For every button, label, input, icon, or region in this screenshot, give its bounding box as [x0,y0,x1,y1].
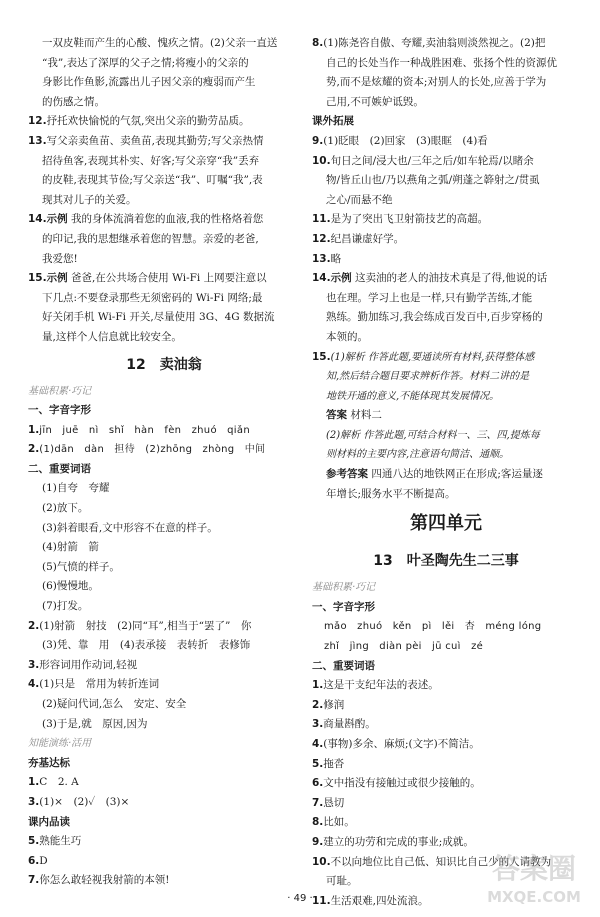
answer-line [312,93,580,113]
answer-line [312,794,580,814]
section-tag [312,578,580,598]
answer-line [312,755,580,775]
answer-line [312,637,580,657]
pinyin-text: mǎo zhuó kěn pì lěi 杏 méng lóng [324,621,542,633]
item-number: 15. [312,350,331,363]
item-number: 7. [28,874,40,887]
answer-text: 好关闭手机 Wi-Fi 开关,尽量使用 3G、4G 数据流 [42,311,275,324]
answer-text: (7)打发。 [42,600,89,613]
answer-line [28,577,300,597]
answer-text: 文中指没有接触过或很少接触的。 [323,777,481,790]
answer-line [28,191,300,211]
answer-text: 材料二 [347,409,382,422]
answer-text: 你怎么敢轻视我射箭的本领! [39,874,170,887]
answer-line [28,793,300,813]
answer-text: (2)放下。 [42,502,89,515]
answer-line [312,308,580,328]
answer-text: 拖沓 [323,757,345,770]
answer-text: (1)× (2)✓ (3)× [39,795,130,808]
answer-line [28,832,300,852]
item-number: 13. [28,134,47,147]
answer-line [312,715,580,735]
answer-text: 我爱您! [42,252,78,265]
answer-line [28,695,300,715]
answer-line [28,538,300,558]
answer-label: 参考答案 [326,468,368,481]
answer-text: (1)眨眼 (2)回家 (3)眼眶 (4)看 [323,134,488,147]
answer-text: 略 [330,252,342,265]
item-number: 1. [28,423,40,436]
answer-label: 示例 [46,272,68,285]
answer-text: 自己的长处当作一种战胜困难、张扬个性的资源优 [326,56,557,69]
answer-text: 修润 [323,698,345,711]
section-tag [28,382,300,402]
answer-line [28,773,300,793]
answer-text: 可耻。 [326,875,358,888]
answer-text: 旬日之间/浸大也/三年之后/如车轮焉/以睹余 [330,154,534,167]
item-number: 3. [28,795,40,808]
section-tag [28,734,300,754]
item-number: 5. [28,835,40,848]
answer-line [28,715,300,735]
answer-text: (1)自夸 夸耀 [42,482,110,495]
answer-line [28,871,300,891]
answer-line [28,250,300,270]
answer-line [312,465,580,485]
lesson-title: 12 卖油翁 [126,356,202,373]
answer-text: 物/皆丘山也/乃以燕角之弧/朔蓬之簳射之/贯虱 [326,174,540,187]
section-heading: 一、字音字形 [28,404,91,417]
answer-line [28,328,300,348]
answer-line [28,597,300,617]
answer-line [312,132,580,152]
section-heading: 一、字音字形 [312,600,375,613]
answer-line [312,34,580,54]
page-number: · 49 · [287,893,313,904]
answer-line [28,852,300,872]
answer-line [28,289,300,309]
answer-text: (3)于是,就 原因,因为 [42,717,148,730]
answer-text: 年增长;服务水平不断提高。 [326,487,456,500]
answer-text: 量,这样个人信息就比较安全。 [42,330,182,343]
answer-line [28,519,300,539]
answer-line [312,445,580,465]
watermark-line1: 答案圈 [491,852,577,885]
answer-text: (2)疑问代词,怎么 安定、安全 [42,698,187,710]
answer-line [312,426,580,446]
answer-text: 现其对儿子的关爱。 [42,193,137,206]
answer-text: “我”,表达了深厚的父子之情;将瘦小的父亲的 [42,56,249,69]
answer-line [28,636,300,656]
answer-line [312,289,580,309]
answer-line [312,73,580,93]
answer-line [312,367,580,387]
item-number: 14. [312,272,331,285]
item-number: 9. [312,134,324,147]
answer-text: 比如。 [323,816,355,829]
answer-line [28,34,300,54]
answer-text: (6)慢慢地。 [42,580,99,593]
right-column [312,34,580,911]
answer-text: (5)气愤的样子。 [42,560,120,573]
item-number: 1. [312,679,324,692]
watermark-line2: MXQE.COM [487,888,581,906]
answer-text: 的伤感之情。 [42,95,105,108]
answer-text: 之心/而悬不绝 [326,193,393,206]
section-tag-text: 知能演练·活用 [28,738,92,750]
answer-text: 生活艰难,四处流浪。 [330,894,429,907]
item-number: 12. [312,232,331,245]
answer-text: 知,然后结合题目要求辨析作答。材料二讲的是 [326,371,530,383]
answer-line [28,269,300,289]
item-number: 3. [28,658,40,671]
answer-text: 纪昌谦虚好学。 [330,232,405,245]
answer-text: (2)解析 作答此题,可结合材料一、三、四,提炼每 [326,429,540,441]
answer-line [312,230,580,250]
answer-text: (1)射箭 射技 (2)同“耳”,相当于“罢了” 你 [39,619,252,632]
answer-text: 恳切 [323,796,345,809]
answer-line [312,210,580,230]
answer-line [28,479,300,499]
answer-line [28,440,300,460]
item-number: 6. [28,854,40,867]
answer-text: D [39,854,48,867]
answer-line [312,735,580,755]
answer-text: (1)陈尧咨自傲、夸耀,卖油翁则淡然视之。(2)把 [323,37,546,49]
watermark-logo [478,846,590,908]
answer-text: 己用,不可嫉妒诋毁。 [326,95,424,108]
lesson-title: 13 叶圣陶先生二三事 [373,553,519,570]
answer-line [312,250,580,270]
answer-text: 不以向地位比自己低、知识比自己少的人请教为 [330,855,552,868]
answer-text: C 2. A [39,776,79,789]
answer-text: (1)解析 作答此题,要通读所有材料,获得整体感 [330,351,535,363]
answer-line [28,230,300,250]
item-number: 11. [312,894,331,907]
answer-text: 的皮鞋,表现其节俭;写父亲送“我”、叮嘱“我”,表 [42,174,263,187]
item-number: 4. [28,678,40,691]
answer-text: 这卖油的老人的油技术真是了得,他说的话 [351,272,548,285]
answer-text: (3)斜着眼看,文中形容不在意的样子。 [42,521,218,534]
answer-line [312,617,580,637]
answer-line [28,171,300,191]
item-number: 14. [28,213,47,226]
answer-text: 这是干支纪年法的表述。 [323,679,439,692]
answer-label: 答案 [326,409,347,422]
answer-line [312,54,580,74]
item-number: 11. [312,213,331,226]
pinyin-text: jīn juē nì shǐ hàn fèn zhuó qiǎn [39,424,250,436]
item-number: 3. [312,718,324,731]
answer-label: 示例 [46,213,68,226]
answer-line [312,485,580,505]
item-number: 12. [28,115,47,128]
pinyin-text: zhǐ jìng diàn pèi jū cuì zé [324,641,484,653]
answer-line [28,558,300,578]
left-column [28,34,300,891]
answer-text: 四通八达的地铁网正在形成;客运量逐 [368,468,543,481]
answer-line [28,93,300,113]
answer-line [28,112,300,132]
answer-line [28,73,300,93]
section-tag-text: 基础积累·巧记 [28,385,92,397]
answer-text: (4)射箭 箭 [42,541,99,554]
answer-line [312,269,580,289]
answer-text: 一双皮鞋而产生的心酸、愧疚之情。(2)父亲一直送 [42,37,278,49]
answer-line [312,774,580,794]
item-number: 2. [312,698,324,711]
answer-text: (1)只是 常用为转折连词 [39,678,160,691]
answer-line [28,210,300,230]
unit-title: 第四单元 [410,513,482,535]
answer-text: 是为了突出飞卫射箭技艺的高超。 [330,213,489,226]
item-number: 1. [28,776,40,789]
answer-text: 商量斟酌。 [323,718,376,731]
item-number: 2. [28,443,40,456]
answer-line [312,813,580,833]
answer-line [28,617,300,637]
item-number: 7. [312,796,324,809]
answer-text: 则材料的主要内容,注意语句简洁、通顺。 [326,449,510,461]
answer-text: 招待鱼客,表现其朴实、好客;写父亲穿“我”丢弃 [42,154,260,167]
answer-line [28,656,300,676]
answer-line [28,54,300,74]
answer-line [28,675,300,695]
answer-line [312,328,580,348]
answer-text: 熟练。勤加练习,我会练成百发百中,百步穿杨的 [326,311,543,324]
item-number: 6. [312,777,324,790]
answer-line [28,132,300,152]
item-number: 4. [312,738,324,750]
answer-line [312,171,580,191]
item-number: 8. [312,37,324,49]
section-heading: 二、重要词语 [28,462,91,475]
answer-text: 我的身体流淌着您的血液,我的性格烙着您 [67,213,264,226]
item-number: 10. [312,154,331,167]
section-heading: 课外拓展 [312,115,354,128]
answer-text: 熟能生巧 [39,835,82,848]
section-heading: 课内品读 [28,815,70,828]
answer-text: 写父亲卖鱼苗、卖鱼苗,表现其勤劳;写父亲热情 [46,134,264,147]
item-number: 10. [312,855,331,868]
answer-text: 也在理。学习上也是一样,只有勤学苦练,才能 [326,291,533,304]
answer-text: 抒托欢快愉悦的气氛,突出父亲的勤劳品质。 [46,115,250,128]
answer-line [312,387,580,407]
answer-line [28,499,300,519]
answer-label: 示例 [330,272,352,285]
section-tag-text: 基础积累·巧记 [312,582,376,594]
answer-line [28,421,300,441]
item-number: 2. [28,619,40,632]
answer-text: (3)凭、靠 用 (4)表承接 表转折 表修饰 [42,639,251,652]
answer-line [312,696,580,716]
answer-text: 爸爸,在公共场合使用 Wi-Fi 上网要注意以 [67,272,267,285]
item-number: 15. [28,272,47,285]
section-heading: 夯基达标 [28,756,70,769]
answer-line [312,191,580,211]
answer-text: 身影比作鱼影,流露出儿子因父亲的瘦弱而产生 [42,76,256,89]
answer-line [28,308,300,328]
answer-line [28,152,300,172]
answer-line [312,406,580,426]
answer-line [312,676,580,696]
section-heading: 二、重要词语 [312,659,375,672]
answer-text: 势,而不是炫耀的资本;对别人的长处,应善于学为 [326,76,547,89]
item-number: 5. [312,757,324,770]
answer-text: (事物)多余、麻烦;(文字)不简洁。 [323,738,480,750]
item-number: 9. [312,835,324,848]
answer-text: 形容词用作动词,轻视 [39,658,138,671]
item-number: 8. [312,816,324,829]
answer-line [312,152,580,172]
pinyin-text: (1)dān dàn 担待 (2)zhōng zhòng 中间 [39,444,266,456]
item-number: 13. [312,252,331,265]
answer-text: 建立的功劳和完成的事业;成就。 [323,835,474,848]
answer-text: 地铁开通的意义,不能体现其发展情况。 [326,390,500,402]
answer-text: 下几点:不要登录那些无须密码的 Wi-Fi 网络;最 [42,291,263,304]
answer-text: 本领的。 [326,330,368,343]
answer-line [312,348,580,368]
answer-text: 的印记,我的思想继承着您的智慧。亲爱的老爸, [42,232,259,245]
